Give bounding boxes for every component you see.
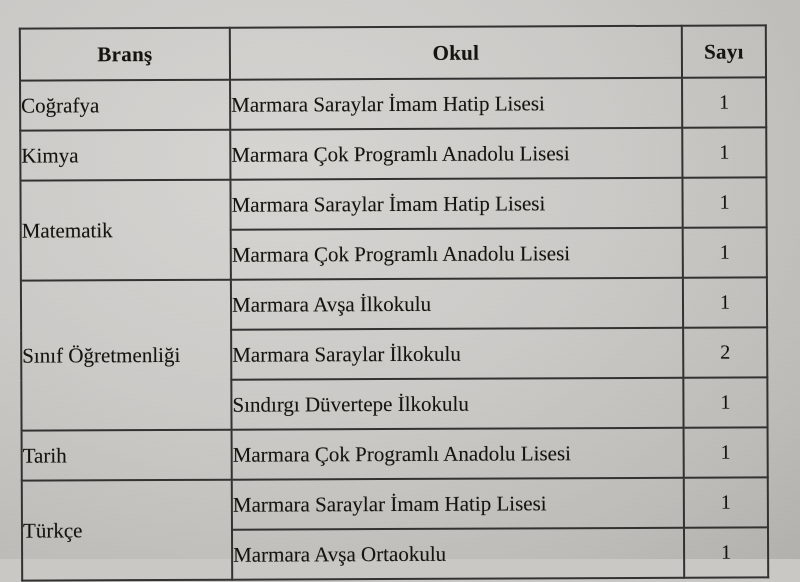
cell-school: Sındırgı Düvertepe İlkokulu	[231, 378, 683, 430]
table-row	[20, 77, 766, 130]
table-row	[22, 477, 768, 530]
cell-school: Marmara Çok Programlı Anadolu Lisesi	[232, 428, 684, 480]
cell-school: Marmara Saraylar İmam Hatip Lisesi	[232, 478, 684, 530]
cell-branch: Matematik	[20, 180, 230, 281]
table-body	[20, 77, 768, 580]
column-header-school: Okul	[230, 26, 682, 80]
cell-count: 1	[682, 177, 766, 227]
cell-school: Marmara Çok Programlı Anadolu Lisesi	[231, 228, 683, 280]
cell-school: Marmara Saraylar İmam Hatip Lisesi	[230, 178, 682, 230]
column-header-branch: Branş	[20, 28, 230, 81]
cell-count: 1	[682, 77, 766, 127]
document-table-container	[19, 24, 767, 581]
cell-count: 1	[683, 377, 767, 427]
cell-branch: Sınıf Öğretmenliği	[21, 280, 232, 431]
cell-school: Marmara Saraylar İmam Hatip Lisesi	[230, 78, 682, 130]
table-row	[20, 177, 766, 230]
cell-branch: Kimya	[20, 130, 230, 181]
table-header-row	[20, 25, 766, 80]
cell-school: Marmara Çok Programlı Anadolu Lisesi	[230, 128, 682, 180]
cell-count: 1	[684, 477, 768, 527]
cell-count: 2	[683, 327, 767, 377]
cell-count: 1	[682, 127, 766, 177]
cell-school: Marmara Saraylar İlkokulu	[231, 328, 683, 380]
column-header-count: Sayı	[682, 25, 766, 77]
cell-branch: Tarih	[22, 430, 232, 481]
assignments-table	[19, 24, 769, 581]
cell-count: 1	[683, 277, 767, 327]
cell-count: 1	[684, 427, 768, 477]
cell-count: 1	[683, 227, 767, 277]
cell-branch: Türkçe	[22, 480, 232, 581]
table-row	[21, 277, 767, 330]
cell-branch: Coğrafya	[20, 80, 230, 131]
cell-school: Marmara Avşa İlkokulu	[231, 278, 683, 330]
cell-count: 1	[684, 527, 768, 577]
table-row	[22, 427, 768, 480]
table-row	[20, 127, 766, 180]
table-header	[20, 25, 766, 80]
cell-school: Marmara Avşa Ortaokulu	[232, 528, 684, 580]
